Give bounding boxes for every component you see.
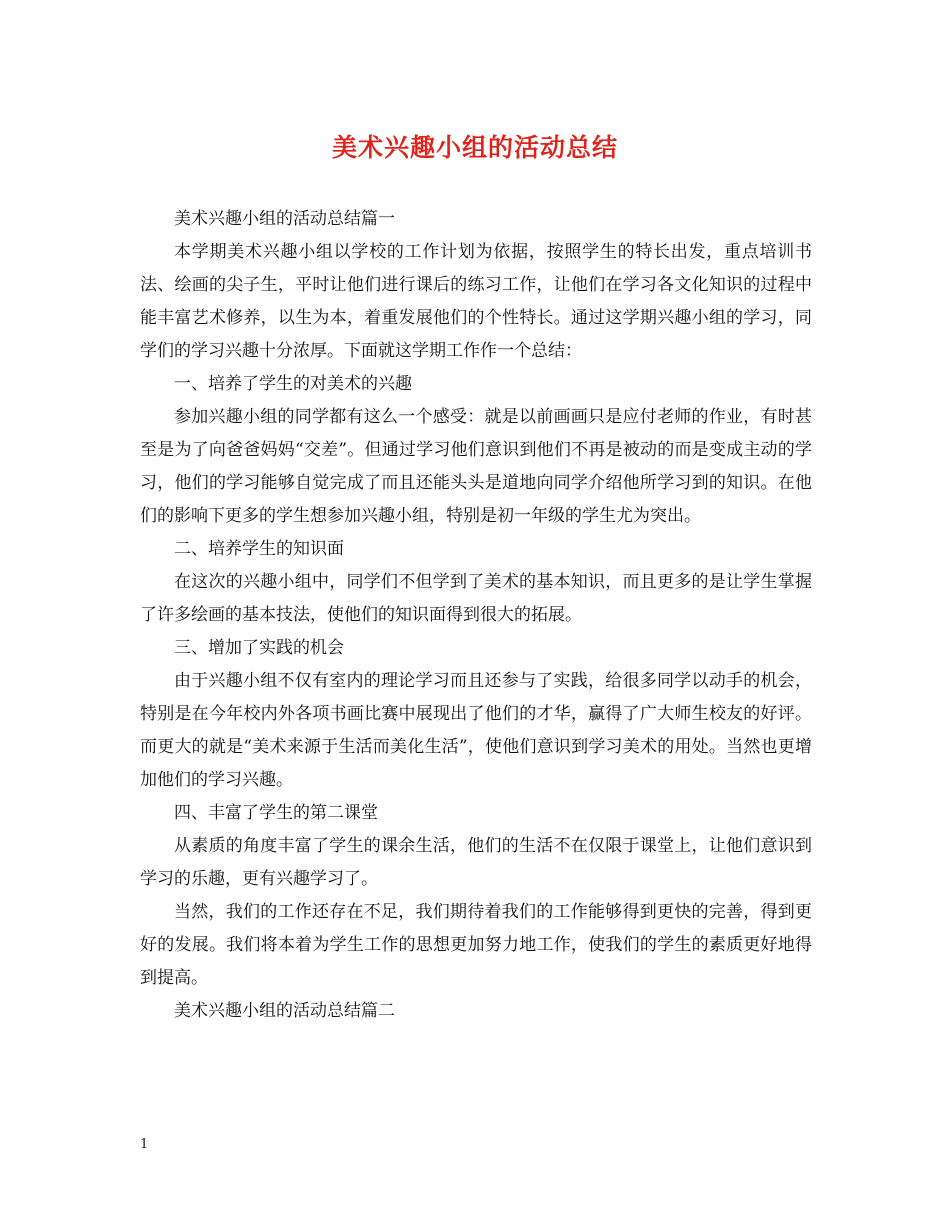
document-title: 美术兴趣小组的活动总结 <box>331 133 618 162</box>
paragraph: 本学期美术兴趣小组以学校的工作计划为依据，按照学生的特长出发，重点培训书法、绘画的尖子生，平时让他们进行课后的练习工作，让他们在学习各文化知识的过程中能丰富艺术修养，以生为本，着重发展他们的个性特长。通过这学期兴趣小组的学习，同学们的学习兴趣十分浓厚。下面就这学期工作作一个总结： <box>140 242 812 361</box>
paragraph: 当然，我们的工作还存在不足，我们期待着我们的工作能够得到更快的完善，得到更好的发展。我们将本着为学生工作的思想更加努力地工作，使我们的学生的素质更好地得到提高。 <box>140 902 812 988</box>
paragraph: 参加兴趣小组的同学都有这么一个感受：就是以前画画只是应付老师的作业，有时甚至是为了向爸爸妈妈“交差”。但通过学习他们意识到他们不再是被动的而是变成主动的学习，他们的学习能够自觉完成了而且还能头头是道地向同学介绍他所学习到的知识。在他们的影响下更多的学生想参加兴趣小组，特别是初一年级的学生尤为突出。 <box>140 407 812 526</box>
paragraph: 从素质的角度丰富了学生的课余生活，他们的生活不在仅限于课堂上，让他们意识到学习的乐趣，更有兴趣学习了。 <box>140 836 812 889</box>
paragraph: 由于兴趣小组不仅有室内的理论学习而且还参与了实践，给很多同学以动手的机会，特别是在今年校内外各项书画比赛中展现出了他们的才华，赢得了广大师生校友的好评。而更大的就是“美术来源于生活而美化生活”，使他们意识到学习美术的用处。当然也更增加他们的学习兴趣。 <box>140 671 812 790</box>
document-body <box>140 203 812 1028</box>
section-heading: 二、培养学生的知识面 <box>174 539 344 559</box>
paragraph: 在这次的兴趣小组中，同学们不但学到了美术的基本知识，而且更多的是让学生掌握了许多绘画的基本技法，使他们的知识面得到很大的拓展。 <box>140 572 812 625</box>
section-heading: 四、丰富了学生的第二课堂 <box>174 803 378 823</box>
section-heading: 一、培养了学生的对美术的兴趣 <box>174 374 412 394</box>
page-number: 1 <box>140 1137 149 1152</box>
section-heading: 美术兴趣小组的活动总结篇一 <box>174 209 395 229</box>
section-heading: 美术兴趣小组的活动总结篇二 <box>174 1001 395 1021</box>
section-heading: 三、增加了实践的机会 <box>174 638 344 658</box>
